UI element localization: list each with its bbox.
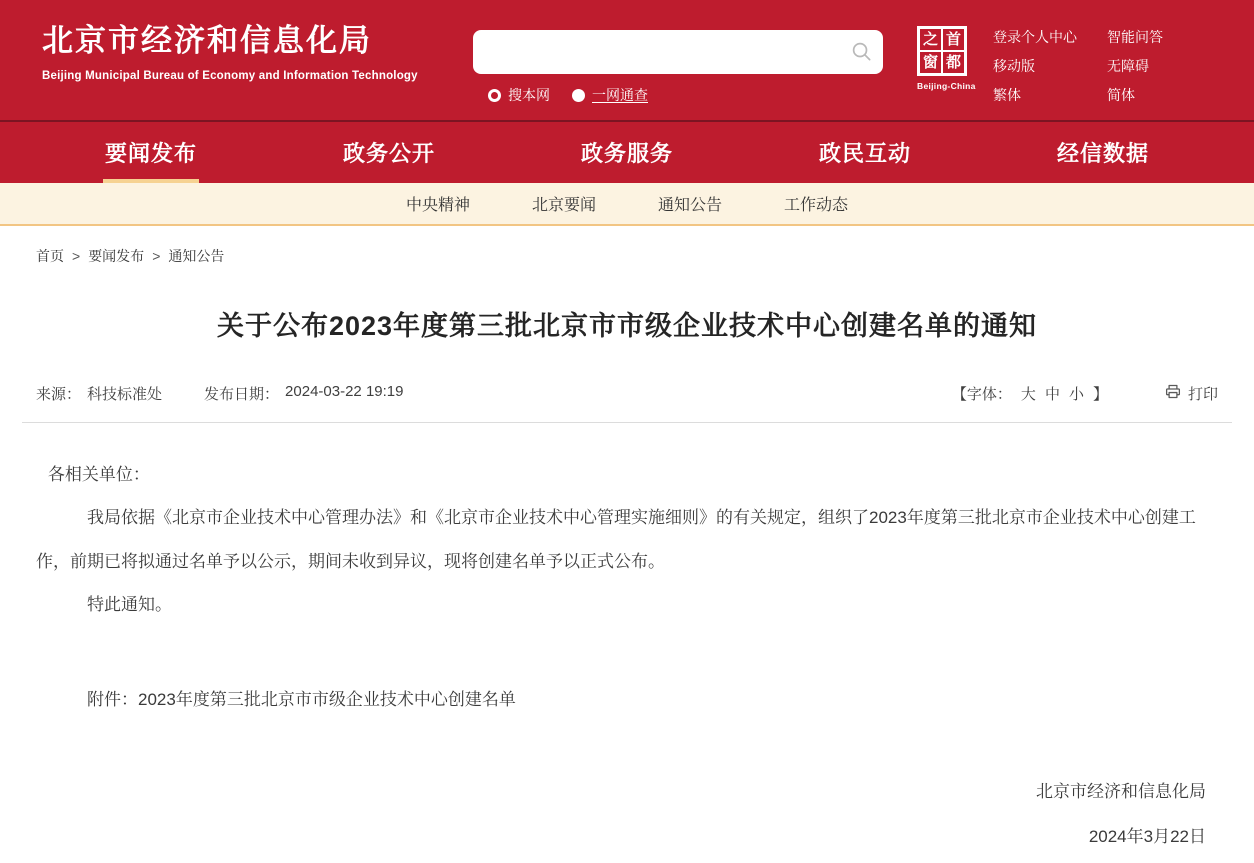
breadcrumb-separator: > <box>152 248 161 264</box>
radio-selected-icon <box>488 89 501 102</box>
capital-window-logo[interactable] <box>917 26 976 91</box>
article-meta-left <box>36 383 403 404</box>
print-label: 打印 <box>1187 386 1218 403</box>
subnav-item-notices[interactable]: 通知公告 <box>658 197 723 214</box>
main-nav <box>0 122 1254 183</box>
article-publish-date <box>204 383 403 404</box>
site-name-english: Beijing Municipal Bureau of Economy and Information Technology <box>42 69 418 82</box>
font-size-medium-button[interactable]: 中 <box>1044 386 1060 403</box>
subnav-item-central-spirit[interactable]: 中央精神 <box>405 197 470 214</box>
scope-option-site[interactable]: 搜本网 <box>488 85 550 105</box>
font-ctrl-open: 【字体： <box>951 386 1012 403</box>
font-ctrl-close: 】 <box>1092 386 1108 403</box>
search-button[interactable] <box>849 40 873 64</box>
attachment-link[interactable]: 2023年度第三批北京市市级企业技术中心创建名单 <box>138 690 516 710</box>
scope-option-network[interactable]: 一网通查 <box>572 85 648 105</box>
header-quick-links <box>993 27 1163 105</box>
site-logo[interactable] <box>42 22 418 82</box>
article-source <box>36 383 162 404</box>
link-mobile-version[interactable]: 移动版 <box>993 58 1035 74</box>
attachment-label: 附件： <box>87 690 138 710</box>
breadcrumb-home[interactable]: 首页 <box>36 248 64 264</box>
nav-item-industry-data[interactable]: 经信数据 <box>1056 141 1149 166</box>
radio-unselected-icon <box>572 89 585 102</box>
capital-window-caption: Beijing-China <box>917 81 976 91</box>
nav-item-news-release[interactable]: 要闻发布 <box>32 122 270 183</box>
subnav-item-work-updates[interactable]: 工作动态 <box>784 197 849 214</box>
sub-nav <box>0 183 1254 226</box>
breadcrumb-news-release[interactable]: 要闻发布 <box>88 248 145 264</box>
breadcrumb-notices: 通知公告 <box>168 248 225 264</box>
subnav-item-beijing-news[interactable]: 北京要闻 <box>531 197 596 214</box>
print-button[interactable] <box>1164 383 1218 404</box>
search-icon <box>850 51 873 66</box>
article-signature: 北京市经济和信息化局 <box>1036 781 1206 801</box>
link-traditional-chinese[interactable]: 繁体 <box>993 87 1021 103</box>
breadcrumb <box>0 226 1254 266</box>
link-accessibility[interactable]: 无障碍 <box>1107 58 1149 74</box>
article-title: 关于公布2023年度第三批北京市市级企业技术中心创建名单的通知 <box>216 311 1038 341</box>
link-login-personal-center[interactable]: 登录个人中心 <box>993 29 1077 45</box>
article-body <box>0 453 1254 858</box>
date-label: 发布日期： <box>204 386 280 403</box>
article-attachment-line <box>36 678 1218 721</box>
article-paragraph: 我局依据《北京市企业技术中心管理办法》和《北京市企业技术中心管理实施细则》的有关规定，组织了2023年度第三批北京市企业技术中心创建工作，前期已将拟通过名单予以公示，期间未收到异议，现将创建名单予以正式公布。 <box>36 508 1196 571</box>
nav-item-gov-disclosure[interactable]: 政务公开 <box>342 141 435 166</box>
article-salutation: 各相关单位： <box>47 465 150 484</box>
article-closing: 特此通知。 <box>87 595 172 615</box>
article-sign-date: 2024年3月22日 <box>1088 827 1206 847</box>
search-input[interactable] <box>487 30 847 74</box>
source-value: 科技标准处 <box>87 386 163 403</box>
nav-item-public-interaction[interactable]: 政民互动 <box>818 141 911 166</box>
date-value: 2024-03-22 19:19 <box>285 383 404 400</box>
site-header <box>0 0 1254 122</box>
font-size-large-button[interactable]: 大 <box>1020 386 1036 403</box>
font-size-control <box>952 383 1108 404</box>
site-name: 北京市经济和信息化局 <box>42 23 372 58</box>
nav-item-gov-services[interactable]: 政务服务 <box>580 141 673 166</box>
font-size-small-button[interactable]: 小 <box>1068 386 1084 403</box>
search-scope-options <box>488 85 883 105</box>
search-area <box>473 30 883 105</box>
link-smart-qa[interactable]: 智能问答 <box>1107 29 1163 45</box>
printer-icon <box>1164 383 1182 404</box>
capital-window-emblem: 之 首 窗 都 <box>917 26 967 76</box>
article-meta-right <box>952 383 1218 404</box>
meta-divider <box>22 422 1232 423</box>
breadcrumb-separator: > <box>72 248 81 264</box>
link-simplified-chinese[interactable]: 简体 <box>1107 87 1135 103</box>
source-label: 来源： <box>36 386 82 403</box>
search-box <box>473 30 883 74</box>
article-meta-row <box>36 383 1218 404</box>
